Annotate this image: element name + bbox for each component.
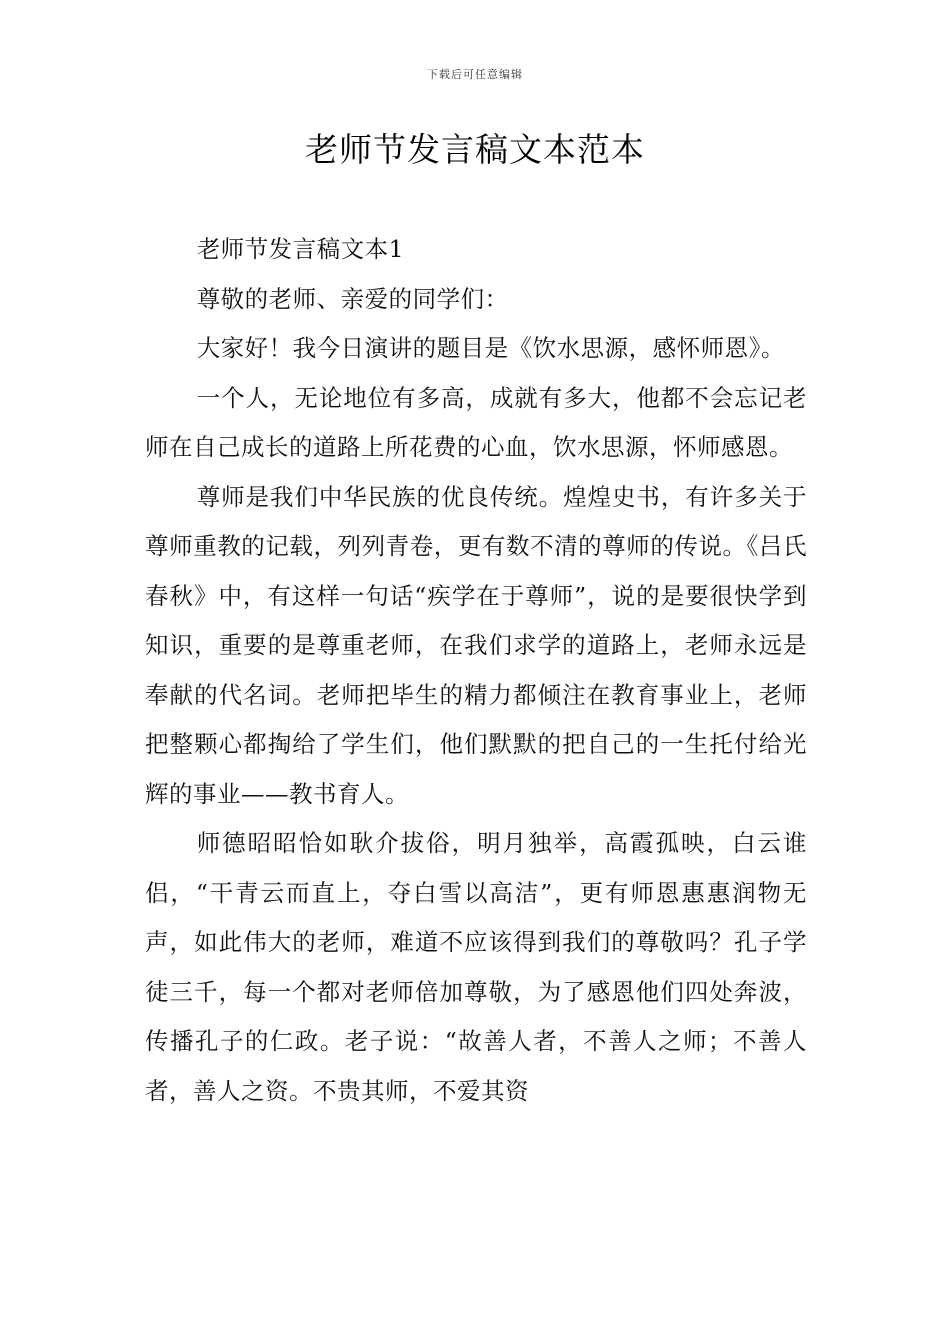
body-paragraph: 一个人，无论地位有多高，成就有多大，他都不会忘记老师在自己成长的道路上所花费的心血，饮水思源，怀师感恩。 [145,383,807,461]
body-paragraph: 师德昭昭恰如耿介拔俗，明月独举，高霞孤映，白云谁侣，“干青云而直上，夺白雪以高洁”，更有师恩惠惠润物无声，如此伟大的老师，难道不应该得到我们的尊敬吗？孔子学徒三千，每一个都对老师倍加尊敬，为了感恩他们四处奔波，传播孔子的仁政。老子说：“故善人者，不善人之师；不善人者，善人之资。不贵其师，不爱其资 [145,829,807,1105]
body-paragraph: 尊师是我们中华民族的优良传统。煌煌史书，有许多关于尊师重教的记载，列列青卷，更有数不清的尊师的传说。《吕氏春秋》中，有这样一句话“疾学在于尊师”，说的是要很快学到知识，重要的是尊重老师，在我们求学的道路上，老师永远是奉献的代名词。老师把毕生的精力都倾注在教育事业上，老师把整颗心都掏给了学生们，他们默默的把自己的一生托付给光辉的事业——教书育人。 [145,482,807,808]
document-body [145,225,807,1116]
body-paragraph: 大家好！我今日演讲的题目是《饮水思源，感怀师恩》。 [196,334,785,362]
section-heading: 老师节发言稿文本1 [196,235,405,263]
salutation: 尊敬的老师、亲爱的同学们： [196,284,509,313]
header-note: 下载后可任意编辑 [427,68,523,81]
document-title: 老师节发言稿文本范本 [305,130,645,169]
